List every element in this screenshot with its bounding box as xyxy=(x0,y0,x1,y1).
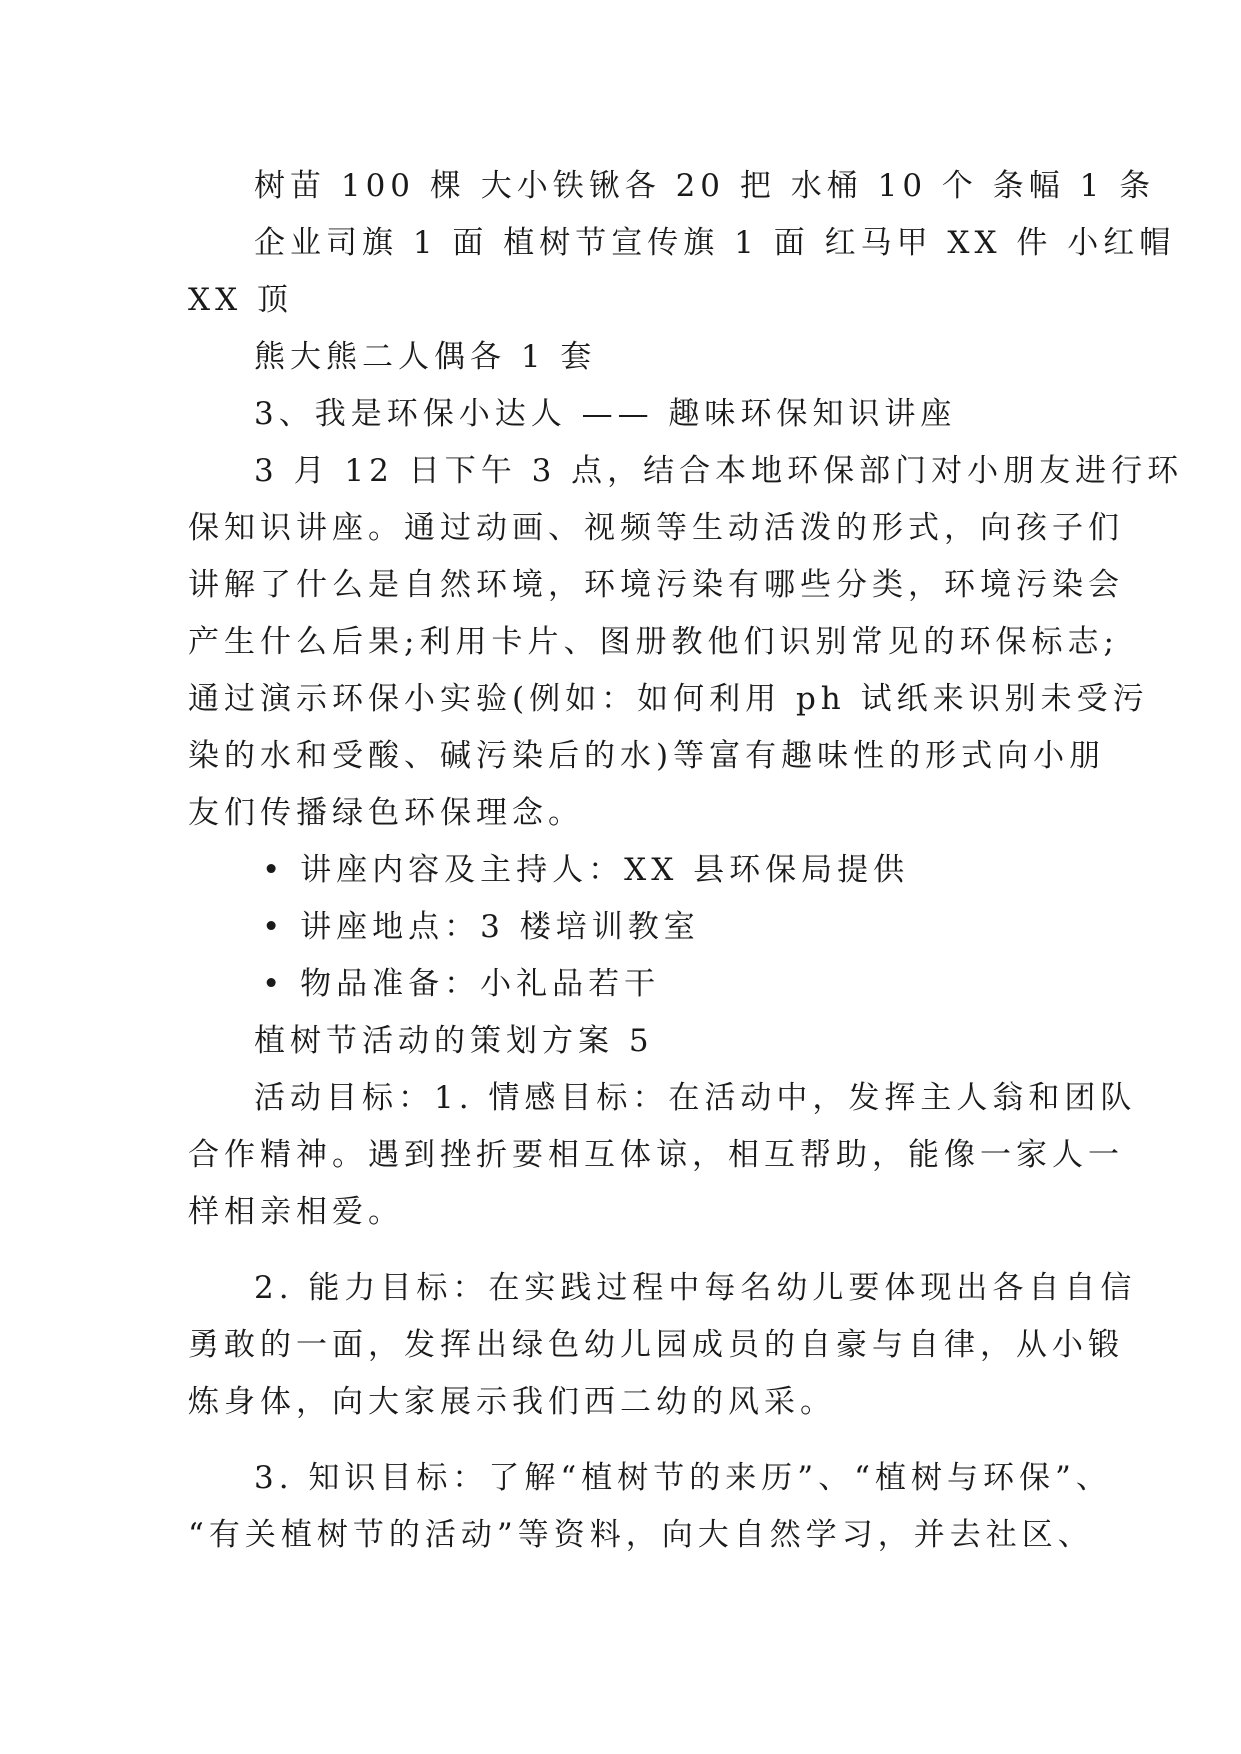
text-line: 保知识讲座。通过动画、视频等生动活泼的形式，向孩子们 xyxy=(188,510,1124,546)
text-line: 讲解了什么是自然环境，环境污染有哪些分类，环境污染会 xyxy=(188,567,1124,603)
section-heading: 3、我是环保小达人 —— 趣味环保知识讲座 xyxy=(254,396,957,432)
text-line: 企业司旗 1 面 植树节宣传旗 1 面 红马甲 XX 件 小红帽 xyxy=(254,225,1176,261)
text-line: 活动目标：1. 情感目标：在活动中，发挥主人翁和团队 xyxy=(254,1080,1137,1116)
text-line: 2. 能力目标：在实践过程中每名幼儿要体现出各自自信 xyxy=(254,1270,1137,1306)
text-line: “有关植树节的活动”等资料，向大自然学习，并去社区、 xyxy=(188,1517,1094,1553)
text-line: 染的水和受酸、碱污染后的水)等富有趣味性的形式向小朋 xyxy=(188,738,1106,774)
text-line: 炼身体，向大家展示我们西二幼的风采。 xyxy=(188,1384,836,1420)
text-line: 产生什么后果;利用卡片、图册教他们识别常见的环保标志; xyxy=(188,624,1119,660)
text-line: 合作精神。遇到挫折要相互体谅，相互帮助，能像一家人一 xyxy=(188,1137,1124,1173)
text-line: 通过演示环保小实验(例如：如何利用 ph 试纸来识别未受污 xyxy=(188,681,1149,717)
text-line: 友们传播绿色环保理念。 xyxy=(188,795,584,831)
section-heading: 植树节活动的策划方案 5 xyxy=(254,1023,654,1059)
text-line: 样相亲相爱。 xyxy=(188,1194,404,1230)
text-line: XX 顶 xyxy=(188,282,293,318)
text-line: 3 月 12 日下午 3 点，结合本地环保部门对小朋友进行环 xyxy=(254,453,1184,489)
text-line: 树苗 100 棵 大小铁锹各 20 把 水桶 10 个 条幅 1 条 xyxy=(254,168,1156,204)
bullet-item: • 讲座内容及主持人：XX 县环保局提供 xyxy=(262,852,910,888)
text-line: 3. 知识目标：了解“植树节的来历”、“植树与环保”、 xyxy=(254,1460,1112,1496)
text-line: 熊大熊二人偶各 1 套 xyxy=(254,339,597,375)
bullet-item: • 讲座地点：3 楼培训教室 xyxy=(262,909,700,945)
bullet-item: • 物品准备：小礼品若干 xyxy=(262,966,661,1002)
text-line: 勇敢的一面，发挥出绿色幼儿园成员的自豪与自律，从小锻 xyxy=(188,1327,1124,1363)
